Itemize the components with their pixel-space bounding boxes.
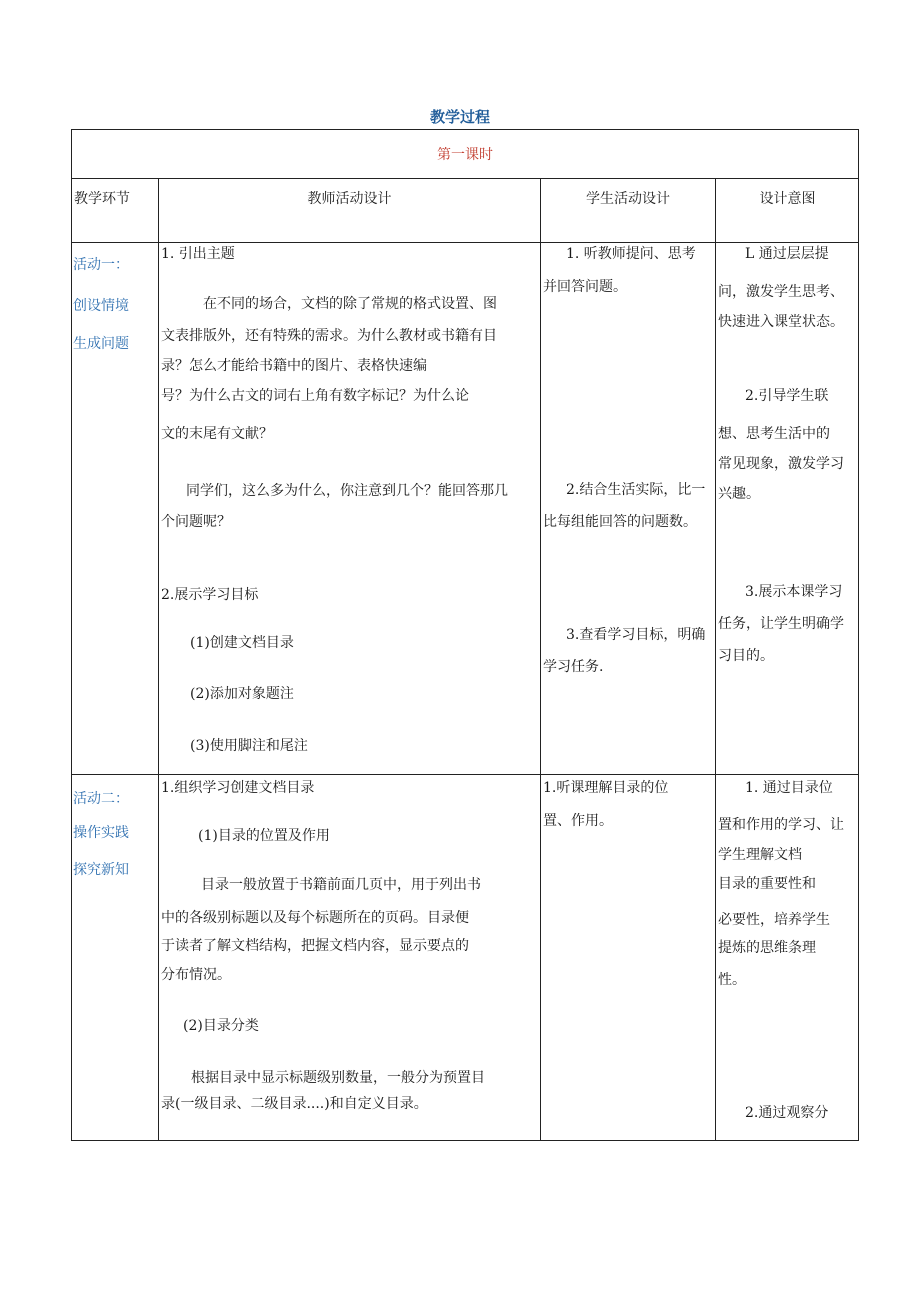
row-divider <box>71 242 859 243</box>
activity1-teacher-line: (1)创建文档目录 <box>190 635 294 651</box>
activity1-teacher-line: (2)添加对象题注 <box>190 686 294 702</box>
activity2-intent-line: 必要性，培养学生 <box>718 912 830 928</box>
activity1-teacher-line: 录？怎么才能给书籍中的图片、表格快速编 <box>161 358 427 374</box>
activity1-intent-line: 问，激发学生思考、 <box>718 284 844 300</box>
activity2-teacher-line: 分布情况。 <box>161 967 231 983</box>
activity2-student-line: 1.听课理解目录的位 <box>543 780 669 796</box>
activity1-teacher-line: 在不同的场合，文档的除了常规的格式设置、图 <box>203 296 497 312</box>
activity1-teacher-line: (3)使用脚注和尾注 <box>190 738 308 754</box>
activity1-stage-line: 生成问题 <box>73 336 129 352</box>
page-title: 教学过程 <box>429 108 490 126</box>
header-intent: 设计意图 <box>759 191 816 207</box>
header-student: 学生活动设计 <box>586 191 670 207</box>
lesson-label: 第一课时 <box>437 147 493 163</box>
activity1-teacher-line: 2.展示学习目标 <box>161 587 259 603</box>
activity2-student-line: 置、作用。 <box>543 813 613 829</box>
activity2-intent-line: 性。 <box>718 972 746 988</box>
activity1-intent-line: 常见现象，激发学习 <box>718 456 844 472</box>
activity2-intent-line: 目录的重要性和 <box>718 876 816 892</box>
activity1-student-line: 2.结合生活实际，比一 <box>566 482 706 498</box>
column-divider <box>715 178 716 1141</box>
activity2-teacher-line: 录(一级目录、二级目录....)和自定义目录。 <box>161 1096 428 1112</box>
activity2-intent-line: 1. 通过目录位 <box>745 780 833 796</box>
activity2-stage-line: 操作实践 <box>73 825 129 841</box>
activity2-stage-line: 探究新知 <box>73 862 129 878</box>
activity1-stage-line: 创设情境 <box>73 298 129 314</box>
activity2-teacher-line: 根据目录中显示标题级别数量，一般分为预置目 <box>191 1070 485 1086</box>
activity1-intent-line: 兴趣。 <box>718 486 760 502</box>
activity1-teacher-line: 1. 引出主题 <box>161 246 235 262</box>
activity1-student-line: 1. 听教师提问、思考 <box>566 246 696 262</box>
activity1-intent-line: 想、思考生活中的 <box>718 426 830 442</box>
activity1-teacher-line: 文表排版外，还有特殊的需求。为什么教材或书籍有目 <box>161 328 497 344</box>
activity2-teacher-line: 于读者了解文档结构，把握文档内容，显示要点的 <box>161 938 469 954</box>
activity2-intent-line: 置和作用的学习、让 <box>718 817 844 833</box>
activity1-teacher-line: 个问题呢？ <box>161 514 231 530</box>
header-teacher: 教师活动设计 <box>307 191 392 207</box>
activity2-teacher-line: 中的各级别标题以及每个标题所在的页码。目录便 <box>161 910 469 926</box>
activity2-teacher-line: 目录一般放置于书籍前面几页中，用于列出书 <box>201 877 481 893</box>
activity1-intent-line: 任务，让学生明确学 <box>718 616 844 632</box>
activity1-student-line: 比每组能回答的问题数。 <box>543 514 697 530</box>
activity1-stage-title: 活动一： <box>73 257 129 273</box>
activity2-teacher-line: 1.组织学习创建文档目录 <box>161 780 315 796</box>
row-divider <box>71 178 859 179</box>
row-divider <box>71 774 859 775</box>
activity1-student-line: 学习任务. <box>543 659 604 675</box>
activity2-intent-line: 学生理解文档 <box>718 847 802 863</box>
activity1-teacher-line: 文的末尾有文献？ <box>161 426 273 442</box>
activity1-student-line: 3.查看学习目标，明确 <box>566 627 706 643</box>
activity1-student-line: 并回答问题。 <box>543 279 627 295</box>
activity1-intent-line: L 通过层层提 <box>745 246 829 262</box>
activity2-stage-title: 活动二： <box>73 791 129 807</box>
activity2-teacher-line: (1)目录的位置及作用 <box>198 828 330 844</box>
column-divider <box>158 178 159 1141</box>
activity1-teacher-line: 号？为什么古文的词右上角有数字标记？为什么论 <box>161 388 469 404</box>
header-stage: 教学环节 <box>74 191 130 207</box>
activity1-intent-line: 2.引导学生联 <box>745 388 829 404</box>
activity2-teacher-line: (2)目录分类 <box>183 1018 259 1034</box>
activity1-intent-line: 快速进入课堂状态。 <box>718 314 844 330</box>
activity1-intent-line: 3.展示本课学习 <box>745 584 843 600</box>
column-divider <box>540 178 541 1141</box>
activity2-intent-line: 提炼的思维条理 <box>718 940 816 956</box>
activity2-intent-line: 2.通过观察分 <box>745 1105 829 1121</box>
activity1-teacher-line: 同学们，这么多为什么，你注意到几个？能回答那几 <box>186 483 508 499</box>
activity1-intent-line: 习目的。 <box>718 648 774 664</box>
